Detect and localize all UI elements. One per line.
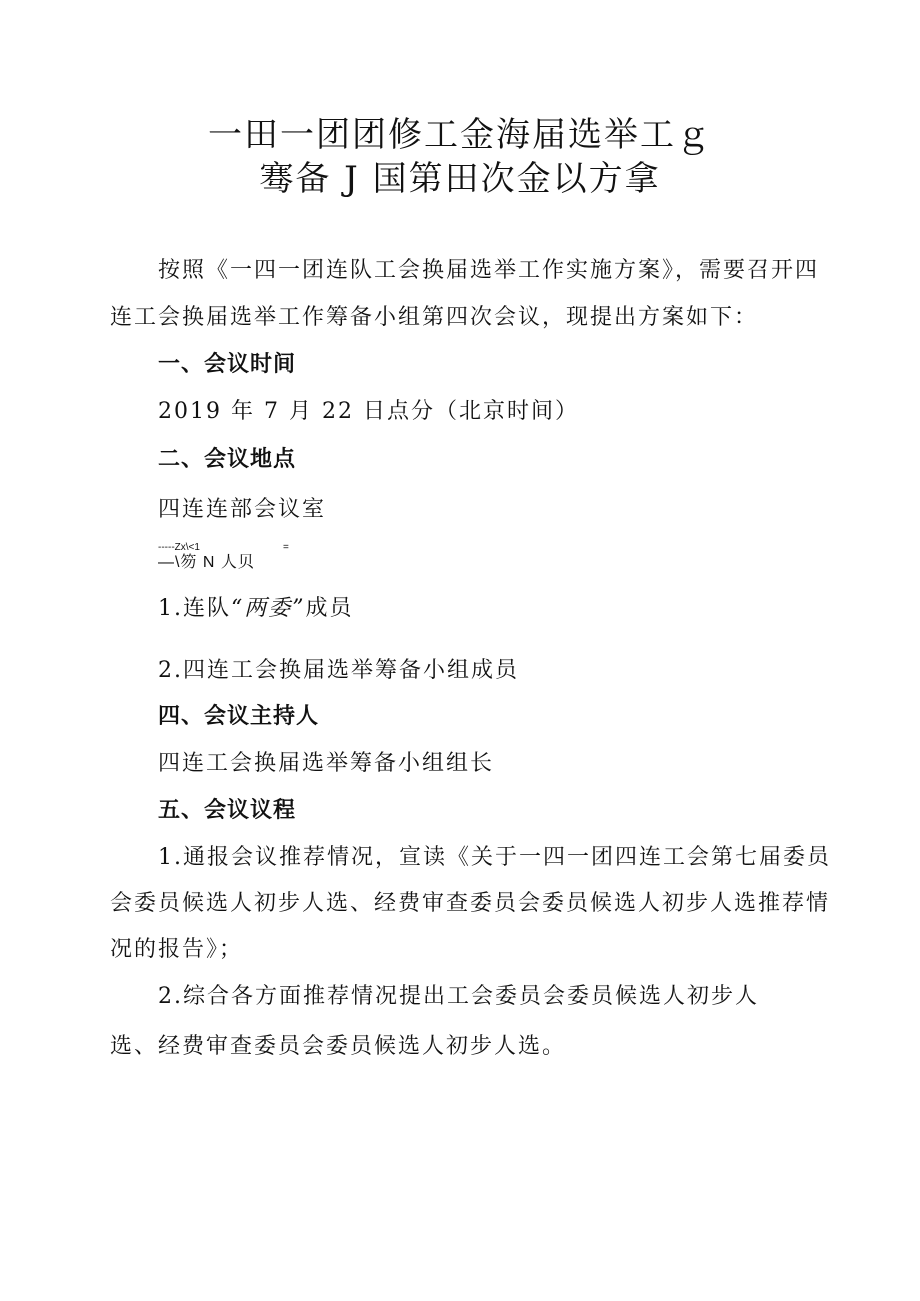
document-title-line-2: 骞备 J 国第田次金以方拿 xyxy=(259,159,661,199)
garbled-mark: = xyxy=(283,542,289,553)
section-5-heading: 五、会议议程 xyxy=(158,798,297,823)
section-4-heading: 四、会议主持人 xyxy=(158,704,320,729)
meeting-location: 四连连部会议室 xyxy=(158,497,327,522)
section-1-heading: 一、会议时间 xyxy=(158,352,297,377)
intro-paragraph-line-1: 按照《一四一团连队工会换届选举工作实施方案》，需要召开四 xyxy=(158,258,820,283)
garbled-section-3-heading: —\笏 N 人贝 xyxy=(158,554,255,571)
attendee-item-1-quoted: “两委” xyxy=(231,596,306,621)
agenda-item-2-line-1: 2.综合各方面推荐情况提出工会委员会委员候选人初步人 xyxy=(158,984,759,1009)
agenda-item-1-line-2: 会委员候选人初步人选、经费审查委员会委员候选人初步人选推荐情 xyxy=(110,891,831,916)
intro-paragraph-line-2: 连工会换届选举工作筹备小组第四次会议，现提出方案如下： xyxy=(110,305,759,330)
document-title-line-1: 一田一团团修工金海届选举工ｇ xyxy=(208,115,712,155)
attendee-item-2: 2.四连工会换届选举筹备小组成员 xyxy=(158,658,519,683)
attendee-item-1 xyxy=(158,598,354,620)
garbled-heading-fragment: -----Zx\<1 xyxy=(158,542,200,553)
agenda-item-2-line-2: 选、经费审查委员会委员候选人初步人选。 xyxy=(110,1034,567,1059)
meeting-time: 2019 年 7 月 22 日点分（北京时间） xyxy=(158,399,579,424)
attendee-item-1-prefix: 1.连队 xyxy=(158,596,231,621)
agenda-item-1-line-1: 1.通报会议推荐情况，宣读《关于一四一团四连工会第七届委员 xyxy=(158,845,831,870)
section-2-heading: 二、会议地点 xyxy=(158,447,297,472)
attendee-item-1-suffix: 成员 xyxy=(305,596,354,621)
agenda-item-1-line-3: 况的报告》； xyxy=(110,937,244,962)
meeting-host: 四连工会换届选举筹备小组组长 xyxy=(158,751,495,776)
